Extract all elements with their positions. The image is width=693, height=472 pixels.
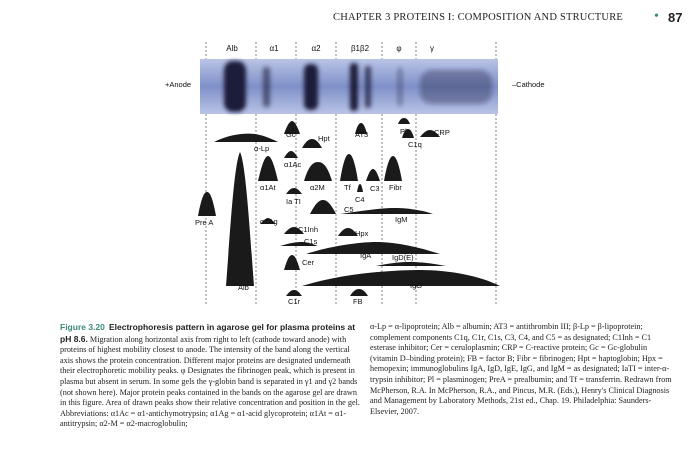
label-iga: IgA (360, 251, 372, 260)
label-crp: CRP (434, 128, 450, 137)
label-a1ac: α1Ac (284, 160, 302, 169)
peak-alb (226, 152, 254, 286)
label-iati: Ia TI (286, 197, 301, 206)
label-a1at: α1At (260, 183, 276, 192)
zone-alpha1: α1 (269, 44, 279, 53)
label-hpx: Hpx (355, 229, 369, 238)
label-pl: Pl (400, 127, 407, 136)
caption-right (370, 322, 676, 417)
electrophoresis-figure (0, 34, 693, 316)
label-igg: IgG (410, 281, 423, 290)
page-number: 87 (668, 10, 683, 25)
label-a2m: α2M (310, 183, 325, 192)
zone-phi: φ (396, 44, 402, 53)
peak-c4 (357, 184, 363, 192)
label-hpt: Hpt (318, 134, 330, 143)
label-c1r: C1r (288, 297, 301, 306)
figure-number: Figure 3.20 (60, 322, 105, 332)
peak-igd (376, 262, 446, 266)
chapter-title: CHAPTER 3 PROTEINS I: COMPOSITION AND STRUCTURE (333, 12, 624, 23)
label-alb: Alb (238, 283, 249, 292)
bullet-dot: • (654, 9, 659, 24)
peak-c3 (366, 169, 380, 181)
label-at3: AT3 (355, 130, 369, 139)
peak-fibr (384, 156, 402, 181)
peak-pl (398, 118, 410, 124)
peak-a2m (304, 162, 332, 181)
anode-label: +Anode (165, 80, 192, 89)
page-header (0, 9, 693, 30)
caption-left-text: Migration along horizontal axis from right to left (cathode toward anode) with proteins of highest mobility closest to anode. The intensity of the band along the vertical axis shows the protein concentration. Different major proteins are designated underneath their electrophoretic mobility peaks. φ Designates the fibrinogen peak, which is present in plasma but absent in serum. In some gels the γ-globin band is separated in γ1 and γ2 bands (not shown here). Major protein peaks contained in the bands on the agarose gel are drawn in this figure. Area of drawn peaks show their relative concentration and position in the gel. Abbreviations: α1Ac = α1-antichymotrypsin; α1Ag = α1-acid glycoprotein; α1At = α1-antitrypsin; α2-M = α2-macroglobulin; (60, 334, 360, 429)
label-cer: Cer (302, 258, 315, 267)
peak-iati (286, 188, 302, 194)
zone-gamma: γ (430, 44, 434, 53)
peak-c1r (286, 290, 302, 296)
label-igm: IgM (395, 215, 408, 224)
label-tf: Tf (344, 183, 351, 192)
label-igd: IgD(E) (392, 253, 414, 262)
label-alpha-lp: α-Lp (254, 144, 270, 153)
label-c5: C5 (344, 205, 354, 214)
label-c1q: C1q (408, 140, 422, 149)
cathode-label: –Cathode (512, 80, 545, 89)
peak-alpha-lp (214, 134, 278, 142)
label-c1inh: C1Inh (298, 225, 319, 234)
label-a1ag: α1Ag (260, 217, 278, 226)
peak-iga (306, 242, 440, 254)
zone-alpha2: α2 (311, 44, 321, 53)
peak-cer (284, 255, 300, 270)
label-prea: Pre A (195, 218, 214, 227)
peak-prea (198, 192, 216, 216)
label-fibr: Fibr (389, 183, 402, 192)
peak-igm (340, 208, 433, 214)
figure-title: Electrophoresis pattern in agarose gel for plasma proteins at pH 8.6. (60, 322, 356, 344)
peak-c5 (310, 200, 336, 214)
peak-a1at (258, 156, 278, 181)
label-fb: FB (353, 297, 363, 306)
peak-fb (350, 289, 368, 296)
label-c3: C3 (370, 184, 380, 193)
caption-right-text: α-Lp = α-lipoprotein; Alb = albumin; AT3 = antithrombin III; β-Lp = β-lipoprotein; complement components C1q, C1r, C1s, C3, C4, and C5 = as designated; C1Inh = C1 esterase inhibitor; Cer = ceruloplasmin; CRP = C-reactive protein; Gc = Gc-globulin (vitamin D–binding protein); FB = factor B; Fibr = fibrinogen; Hpt = haptoglobin; Hpx = hemopexin; immunoglobulins IgA, IgD, IgE, IgG, and IgM = as designated; IaTI = inter-α-trypsin inhibitor; Pl = plasminogen; PreA = prealbumin; and Tf = transferrin. Redrawn from McPherson, R.A. In McPherson, R.A., and Pincus, M.R. (Eds.), Henry's Clinical Diagnosis and Management by Laboratory Methods, 21st ed., Chap. 19. Philadelphia: Saunders-Elsevier, 2007. (370, 322, 672, 416)
zone-beta: β1β2 (350, 44, 370, 53)
label-c4: C4 (355, 195, 365, 204)
peak-igg (302, 270, 500, 286)
peak-tf (340, 154, 358, 181)
caption-left (60, 322, 360, 430)
label-gc: Gc (286, 130, 296, 139)
label-c1s: C1s (304, 237, 318, 246)
zone-alb: Alb (226, 44, 238, 53)
